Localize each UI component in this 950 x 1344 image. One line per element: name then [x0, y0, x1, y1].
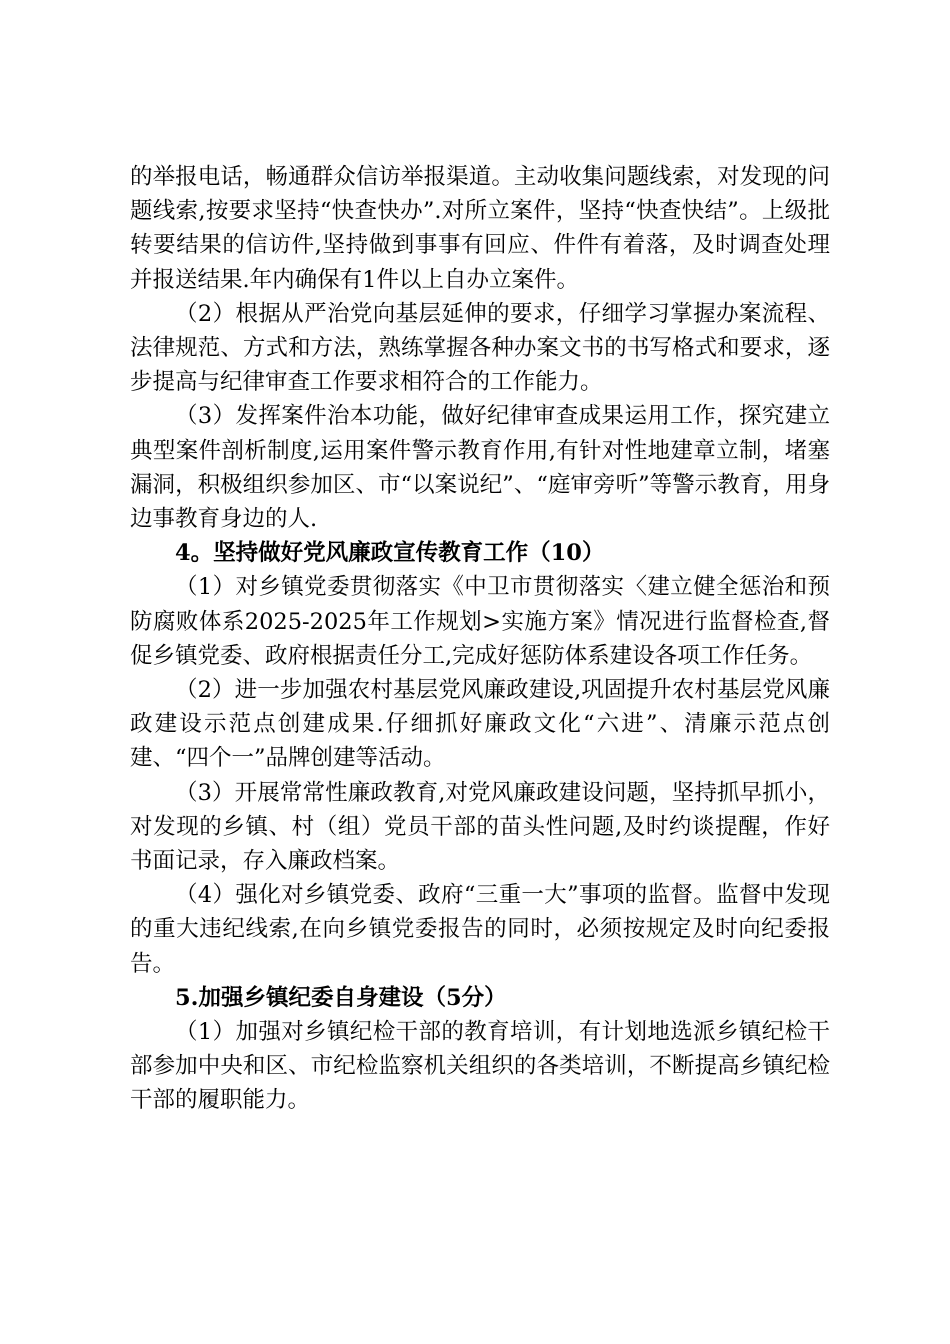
paragraph-item-2-case-handling: （2）根据从严治党向基层延伸的要求，仔细学习掌握办案流程、法律规范、方式和方法，熟练掌握各种办案文书的书写格式和要求，逐步提高与纪律审查工作要求相符合的工作能力。	[130, 300, 830, 396]
paragraph-section4-item-3: （3）开展常常性廉政教育,对党风廉政建设问题，坚持抓早抓小，对发现的乡镇、村（组）党员干部的苗头性问题,及时约谈提醒，作好书面记录，存入廉政档案。	[130, 779, 830, 875]
paragraph-section4-item-4: （4）强化对乡镇党委、政府“三重一大”事项的监督。监督中发现的重大违纪线索,在向乡镇党委报告的同时，必须按规定及时向纪委报告。	[130, 882, 830, 977]
section-heading-4: 4。坚持做好党风廉政宣传教育工作（10）	[175, 540, 605, 567]
paragraph-continued: 的举报电话，畅通群众信访举报渠道。主动收集问题线索，对发现的问题线索,按要求坚持“快查快办”.对所立案件，坚持“快查快结”。上级批转要结果的信访件,坚持做到事事有回应、件件有着落，及时调查处理并报送结果.年内确保有1件以上自办立案件。	[130, 164, 830, 293]
paragraph-section4-item-2: （2）进一步加强农村基层党风廉政建设,巩固提升农村基层党风廉政建设示范点创建成果.仔细抓好廉政文化“六进”、清廉示范点创建、“四个一”品牌创建等活动。	[130, 677, 830, 772]
paragraph-section4-item-1: （1）对乡镇党委贯彻落实《中卫市贯彻落实〈建立健全惩治和预防腐败体系2025-2025年工作规划>实施方案》情况进行监督检查,督促乡镇党委、政府根据责任分工,完成好惩防体系建设各项工作任务。	[130, 574, 830, 669]
document-body	[130, 160, 830, 1118]
paragraph-section5-item-1: （1）加强对乡镇纪检干部的教育培训，有计划地选派乡镇纪检干部参加中央和区、市纪检监察机关组织的各类培训，不断提高乡镇纪检干部的履职能力。	[130, 1019, 830, 1114]
section-heading-5: 5.加强乡镇纪委自身建设（5分）	[175, 984, 507, 1011]
paragraph-item-3-case-function: （3）发挥案件治本功能，做好纪律审查成果运用工作，探究建立典型案件剖析制度,运用案件警示教育作用,有针对性地建章立制，堵塞漏洞，积极组织参加区、市“以案说纪”、“庭审旁听”等警示教育，用身边事教育身边的人.	[130, 403, 830, 533]
